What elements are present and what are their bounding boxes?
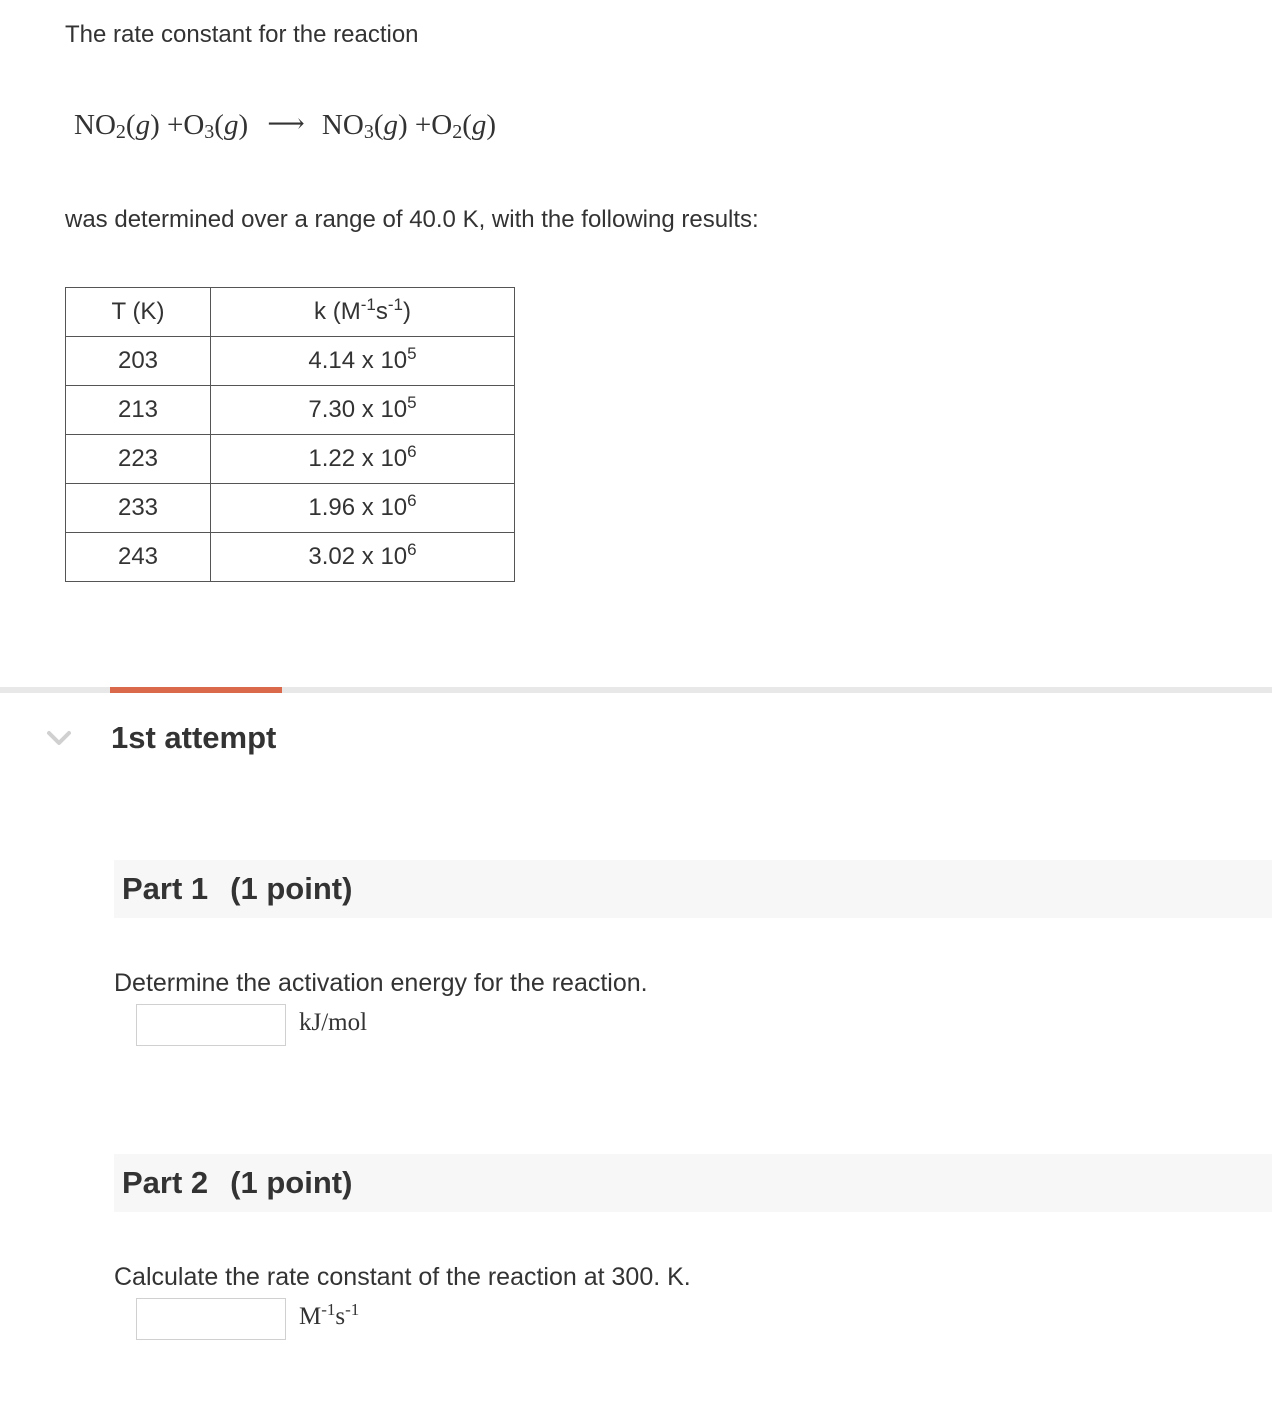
part-2-label: Part 2 bbox=[122, 1165, 209, 1200]
temperature-cell: 233 bbox=[66, 484, 211, 533]
table-row bbox=[66, 435, 515, 484]
plus-sign: + bbox=[414, 109, 432, 141]
part-2-unit: $M^{-1}s^{-1}$ bbox=[299, 1300, 360, 1330]
table-header-row bbox=[66, 288, 515, 337]
temperature-cell: 213 bbox=[66, 386, 211, 435]
attempt-progress-bar bbox=[110, 687, 282, 693]
attempt-title: 1st attempt bbox=[111, 720, 277, 755]
temperature-cell: 243 bbox=[66, 533, 211, 582]
rate-constant-cell: 1.96 x $10^6$ bbox=[211, 484, 515, 533]
rate-constant-table bbox=[65, 287, 515, 582]
rate-constant-cell: 1.22 x $10^6$ bbox=[211, 435, 515, 484]
part-2-question: Calculate the rate constant of the reaction at 300. K. bbox=[114, 1263, 691, 1291]
reactant-o3: $O_3(g)$ bbox=[183, 109, 249, 143]
header-rate-constant: k $(M^{-1}s^{-1})$ bbox=[211, 288, 515, 337]
rate-constant-cell: 3.02 x $10^6$ bbox=[211, 533, 515, 582]
reactant-no2: $NO_2(g)$ bbox=[74, 109, 160, 143]
part-1-unit: kJ/mol bbox=[299, 1009, 368, 1036]
rate-constant-cell: 4.14 x $10^5$ bbox=[211, 337, 515, 386]
part-1-question: Determine the activation energy for the reaction. bbox=[114, 969, 648, 997]
reaction-arrow-icon: ⟶ bbox=[267, 109, 305, 138]
product-o2: $O_2(g)$ bbox=[431, 109, 497, 143]
problem-description: was determined over a range of 40.0 K, with the following results: bbox=[65, 206, 759, 233]
table-row bbox=[66, 337, 515, 386]
plus-sign: + bbox=[166, 109, 184, 141]
problem-intro: The rate constant for the reaction bbox=[65, 21, 419, 48]
rate-constant-cell: 7.30 x $10^5$ bbox=[211, 386, 515, 435]
temperature-cell: 223 bbox=[66, 435, 211, 484]
part-1-label: Part 1 bbox=[122, 871, 209, 906]
part-2-points: (1 point) bbox=[230, 1165, 353, 1200]
part-2-header bbox=[114, 1154, 1272, 1212]
attempt-divider bbox=[0, 687, 1272, 693]
temperature-cell: 203 bbox=[66, 337, 211, 386]
table-row bbox=[66, 484, 515, 533]
part-2-answer-input[interactable] bbox=[136, 1298, 286, 1340]
chevron-down-icon[interactable] bbox=[46, 728, 72, 748]
header-temperature: T (K) bbox=[66, 288, 211, 337]
part-1-header bbox=[114, 860, 1272, 918]
part-1-answer-input[interactable] bbox=[136, 1004, 286, 1046]
part-1-points: (1 point) bbox=[230, 871, 353, 906]
reaction-equation bbox=[74, 100, 496, 153]
table-row bbox=[66, 533, 515, 582]
table-row bbox=[66, 386, 515, 435]
product-no3: $NO_3(g)$ bbox=[321, 109, 408, 143]
